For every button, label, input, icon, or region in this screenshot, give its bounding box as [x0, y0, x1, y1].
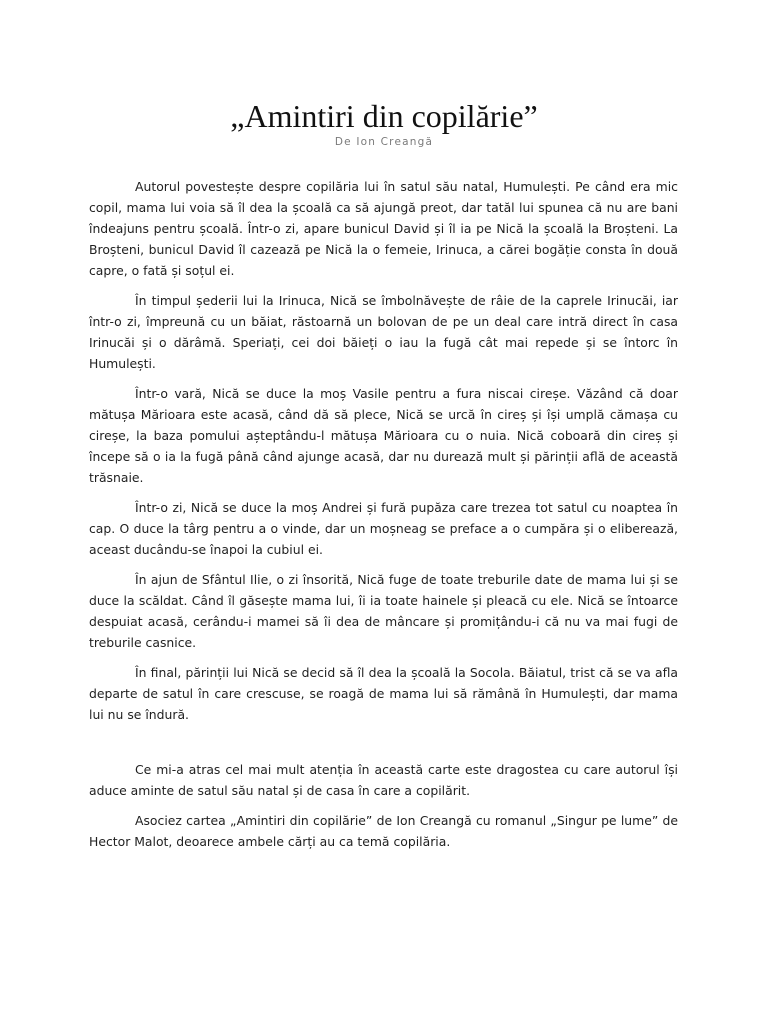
paragraph: Ce mi-a atras cel mai mult atenția în această carte este dragostea cu care autorul își aduce aminte de satul său natal și de casa în care a copilărit.	[89, 762, 678, 798]
paragraph: Într-o vară, Nică se duce la moș Vasile pentru a fura niscai cireșe. Văzând că doar mătușa Mărioara este acasă, când dă să plece, Nică se urcă în cireș și își umplă cămașa cu cireșe, la baza pomului așteptându-l mătușa Mărioara cu o nuia. Nică coboară din cireș și începe să o ia la fugă până când ajunge acasă, dar nu durează mult și părinții află de această trăsnaie.	[89, 386, 678, 485]
paragraph: În timpul șederii lui la Irinuca, Nică se îmbolnăvește de râie de la caprele Irinucăi, iar într-o zi, împreună cu un băiat, răstoarnă un bolovan de pe un deal care intră direct în casa Irinucăi și o dărâmă. Speriați, cei doi băieți o iau la fugă cât mai repede și se întorc în Humulești.	[89, 293, 678, 371]
paragraph: Într-o zi, Nică se duce la moș Andrei și fură pupăza care trezea tot satul cu noaptea în cap. O duce la târg pentru a o vinde, dar un moșneag se preface a o cumpăra și o eliberează, aceast ducându-se înapoi la cubiul ei.	[89, 500, 678, 557]
document-author: De Ion Creangă	[334, 136, 434, 148]
paragraph: În final, părinții lui Nică se decid să îl dea la școală la Socola. Băiatul, trist că se va afla departe de satul în care crescuse, se roagă de mama lui să rămână în Humulești, dar mama lui nu se îndură.	[89, 665, 678, 722]
paragraph: Autorul povestește despre copilăria lui în satul său natal, Humulești. Pe când era mic copil, mama lui voia să îl dea la școală ca să ajungă preot, dar tatăl lui spunea că nu are bani îndeajuns pentru școală. Într-o zi, apare bunicul David și îl ia pe Nică la școală la Broșteni. La Broșteni, bunicul David îl cazează pe Nică la o femeie, Irinuca, a cărei bogăție consta în două capre, o fată și soțul ei.	[89, 179, 678, 278]
paragraph: Asociez cartea „Amintiri din copilărie” de Ion Creangă cu romanul „Singur pe lume” de Hector Malot, deoarece ambele cărți au ca temă copilăria.	[89, 813, 678, 849]
document-title: „Amintiri din copilărie”	[230, 98, 538, 134]
document-body	[89, 176, 678, 861]
paragraph: În ajun de Sfântul Ilie, o zi însorită, Nică fuge de toate treburile date de mama lui și se duce la scăldat. Când îl găsește mama lui, îi ia toate hainele și pleacă cu ele. Nică se întoarce despuiat acasă, cerându-i mamei să îi dea de mâncare și promițându-i că nu va mai fugi de treburile casnice.	[89, 572, 678, 650]
